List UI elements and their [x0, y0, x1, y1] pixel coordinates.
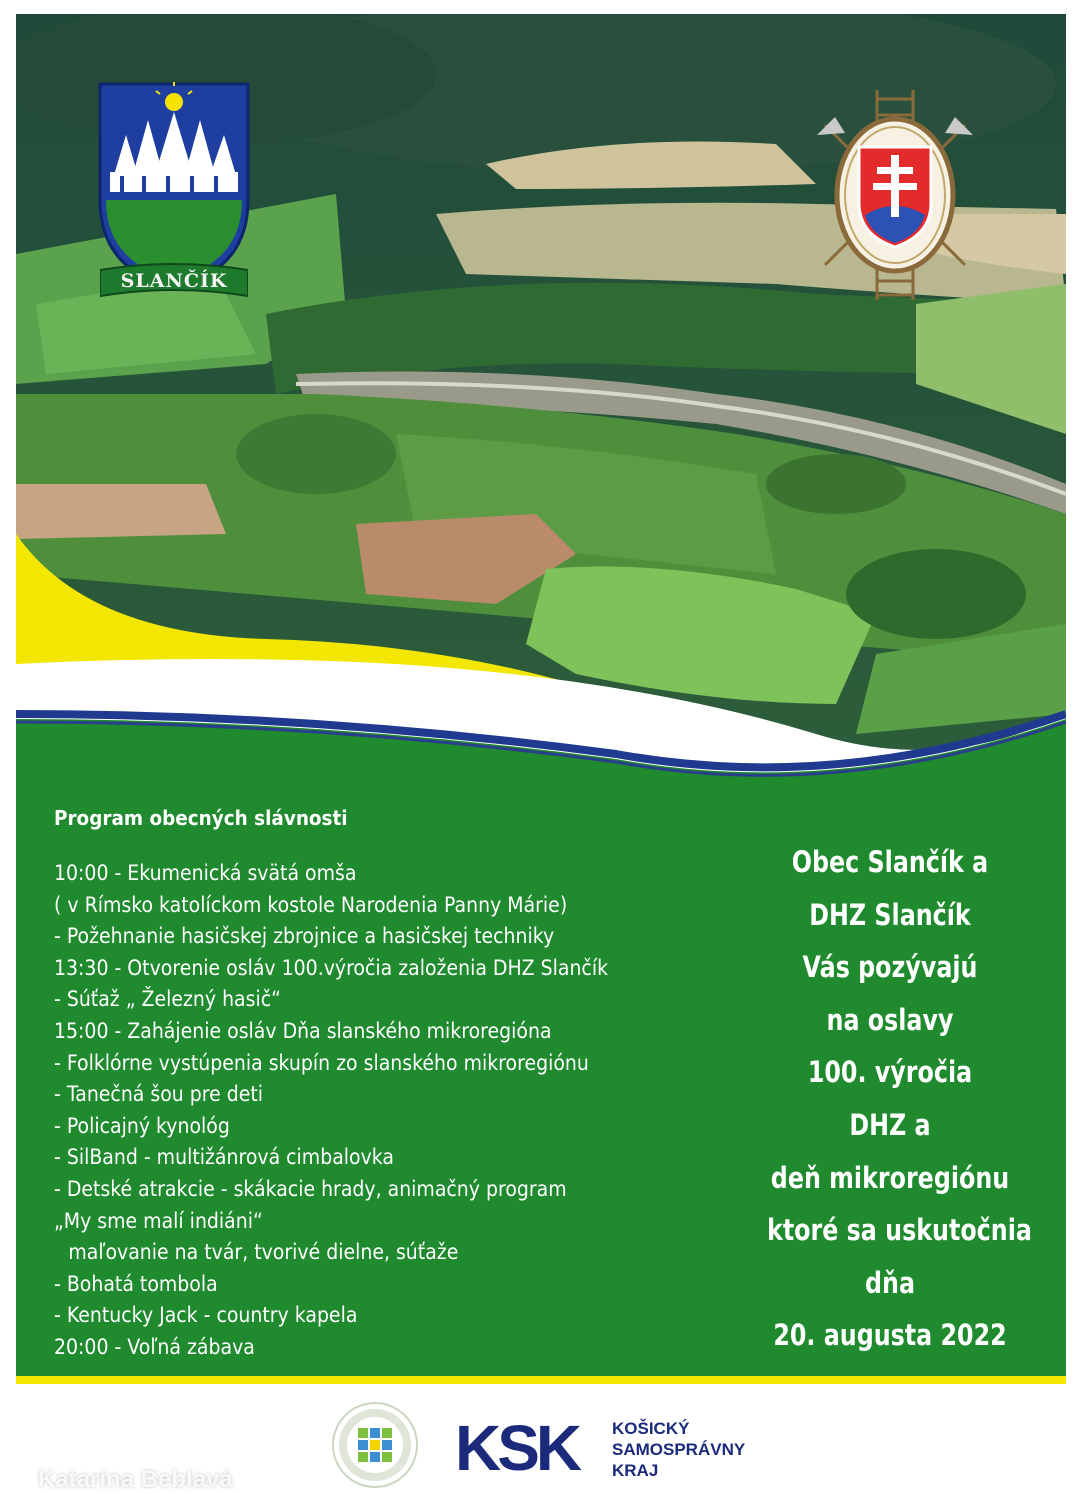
invitation-line: Vás pozývajú — [802, 950, 978, 985]
ksk-logo — [455, 1410, 615, 1480]
program-item: - Detské atrakcie - skákacie hrady, animačný program — [54, 1176, 567, 1201]
invitation-line: deň mikroregiónu — [770, 1160, 1010, 1195]
invitation-line: dňa — [864, 1265, 915, 1300]
program-item: - Požehnanie hasičskej zbrojnice a hasičskej techniky — [54, 924, 555, 949]
ksk-name — [612, 1418, 745, 1481]
program-item: - Tanečná šou pre deti — [54, 1082, 264, 1107]
invitation-line: 100. výročia — [807, 1055, 973, 1090]
ksk-logo-text: KSK — [455, 1412, 579, 1480]
invitation-line: 20. augusta 2022 — [773, 1318, 1007, 1353]
program-item: 20:00 - Voľná zábava — [54, 1334, 255, 1359]
ksk-name-line: KOŠICKÝ — [612, 1419, 690, 1438]
invitation-line: DHZ a — [849, 1107, 931, 1142]
program-item: „My sme malí indiáni“ — [54, 1208, 263, 1233]
program-item: 13:30 - Otvorenie osláv 100.výročia založenia DHZ Slančík — [54, 955, 609, 980]
program-item: - Folklórne vystúpenia skupín zo slanského mikroregiónu — [54, 1050, 589, 1075]
invitation-text — [740, 836, 1040, 1362]
program-item: - Bohatá tombola — [54, 1271, 218, 1296]
ksk-name-line: KRAJ — [612, 1461, 659, 1480]
invitation-line: na oslavy — [826, 1002, 954, 1037]
program-item: - Policajný kynológ — [54, 1113, 230, 1138]
invitation-line: ktoré sa uskutočnia — [767, 1213, 1032, 1248]
event-program — [54, 806, 754, 1364]
microregion-logo — [330, 1400, 420, 1490]
program-item: - SilBand - multižánrová cimbalovka — [54, 1145, 394, 1170]
crest-label: SLANČÍK — [120, 270, 228, 292]
ksk-name-line: SAMOSPRÁVNY — [612, 1440, 746, 1459]
program-title: Program obecných slávnosti — [54, 806, 348, 830]
program-item: 15:00 - Zahájenie osláv Dňa slanského mikroregióna — [54, 1018, 552, 1043]
invitation-line: DHZ Slančík — [809, 897, 971, 932]
watermark: Katarína Beblavá — [38, 1466, 233, 1493]
firefighter-emblem — [815, 85, 975, 305]
program-item: - Kentucky Jack - country kapela — [54, 1303, 358, 1328]
program-item: 10:00 - Ekumenická svätá omša — [54, 861, 357, 885]
program-item: - Súťaž „ Železný hasič“ — [54, 987, 281, 1012]
program-item: ( v Rímsko katolíckom kostole Narodenia Panny Márie) — [54, 892, 568, 917]
program-item: maľovanie na tvár, tvorivé dielne, súťaže — [68, 1240, 459, 1265]
invitation-line: Obec Slančík a — [791, 845, 989, 879]
